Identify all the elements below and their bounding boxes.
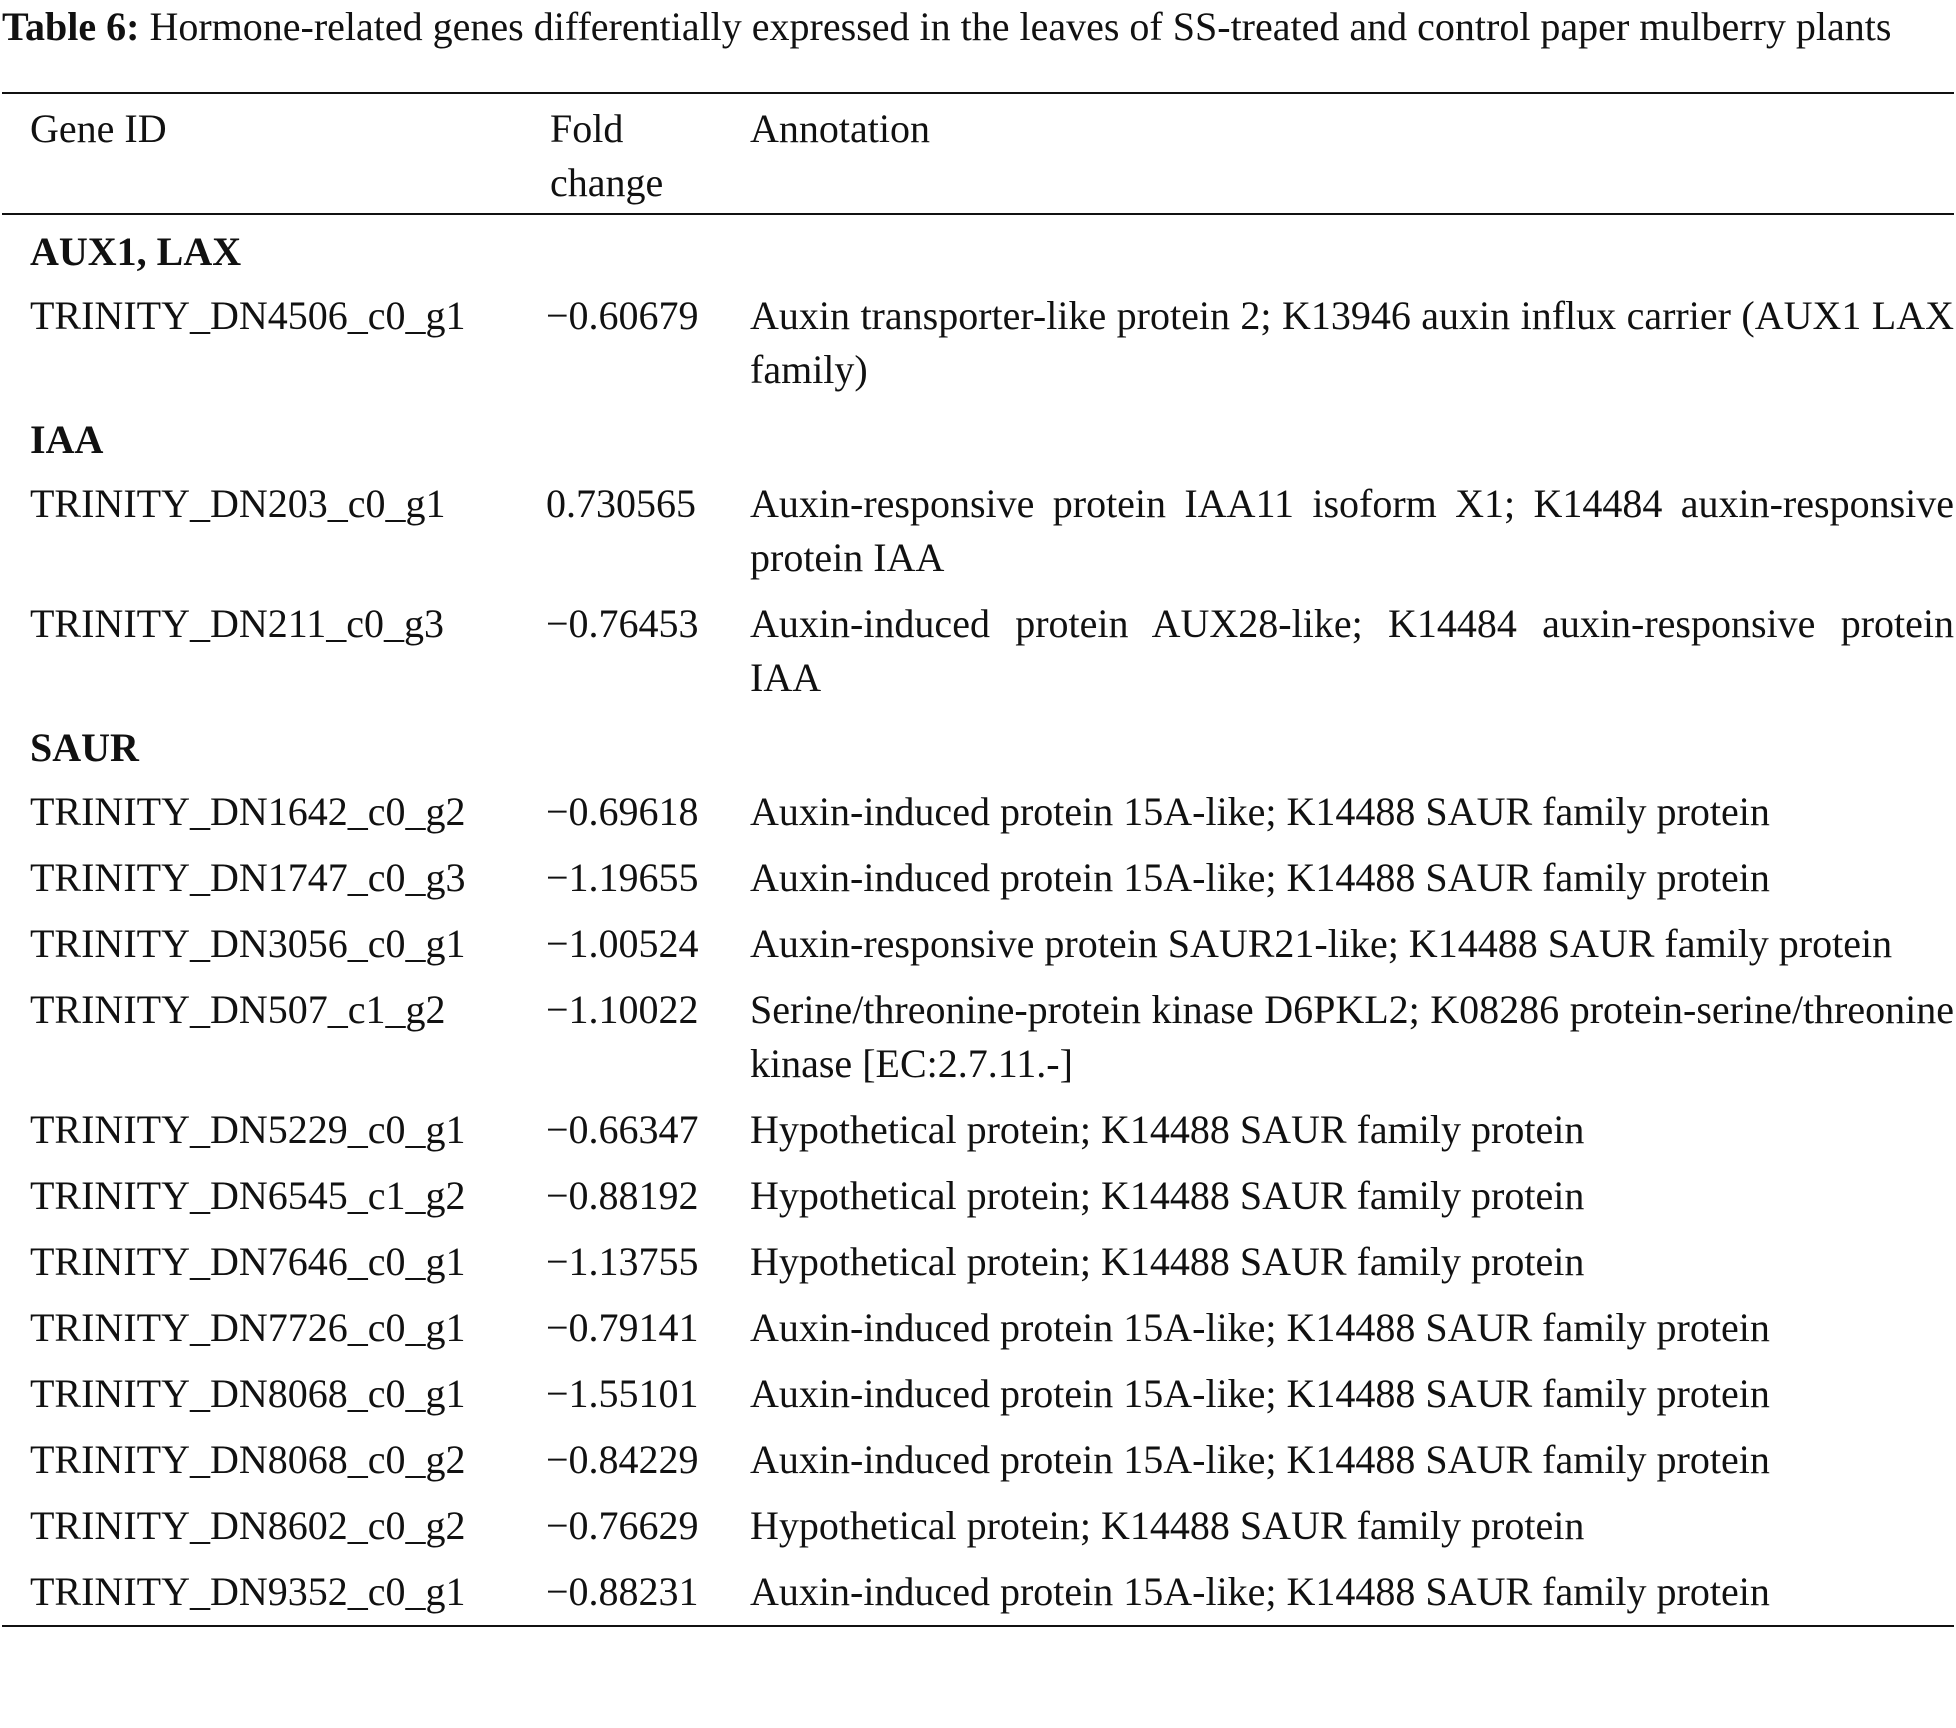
group-heading: AUX1, LAX <box>30 229 242 274</box>
table-row <box>2 911 1954 977</box>
table-row <box>2 779 1954 845</box>
group-row <box>2 214 1954 283</box>
fold-change-cell: −1.19655 <box>546 855 699 900</box>
table-row <box>2 591 1954 711</box>
header-fold-change <box>546 93 750 214</box>
gene-id-cell: TRINITY_DN4506_c0_g1 <box>30 293 466 338</box>
group-row <box>2 711 1954 779</box>
table-row <box>2 283 1954 403</box>
gene-id-cell: TRINITY_DN203_c0_g1 <box>30 481 446 526</box>
gene-id-cell: TRINITY_DN3056_c0_g1 <box>30 921 466 966</box>
header-annotation: Annotation <box>750 106 930 151</box>
gene-id-cell: TRINITY_DN7646_c0_g1 <box>30 1239 466 1284</box>
document-page <box>2 0 1954 1627</box>
table-row <box>2 845 1954 911</box>
table-row <box>2 471 1954 591</box>
header-fold-line2: change <box>550 160 664 205</box>
table-row <box>2 1163 1954 1229</box>
group-heading: SAUR <box>30 725 139 770</box>
table-row <box>2 1097 1954 1163</box>
caption-label: Table 6: <box>2 4 140 49</box>
annotation-cell: Hypothetical protein; K14488 SAUR family protein <box>750 1173 1585 1218</box>
table-row <box>2 977 1954 1097</box>
gene-id-cell: TRINITY_DN7726_c0_g1 <box>30 1305 466 1350</box>
group-row <box>2 403 1954 471</box>
table-body <box>2 214 1954 1626</box>
gene-id-cell: TRINITY_DN9352_c0_g1 <box>30 1569 466 1614</box>
table-row <box>2 1427 1954 1493</box>
table-row <box>2 1361 1954 1427</box>
fold-change-cell: 0.730565 <box>546 481 696 526</box>
annotation-cell: Auxin-induced protein 15A-like; K14488 SAUR family protein <box>750 789 1770 834</box>
annotation-cell: Auxin-induced protein 15A-like; K14488 SAUR family protein <box>750 1437 1770 1482</box>
fold-change-cell: −0.88231 <box>546 1569 699 1614</box>
annotation-cell: Hypothetical protein; K14488 SAUR family protein <box>750 1503 1585 1548</box>
fold-change-cell: −0.76453 <box>546 601 699 646</box>
header-fold-line1: Fold <box>550 106 624 151</box>
fold-change-cell: −0.88192 <box>546 1173 699 1218</box>
fold-change-cell: −0.76629 <box>546 1503 699 1548</box>
annotation-cell: Auxin-induced protein 15A-like; K14488 SAUR family protein <box>750 1371 1770 1416</box>
gene-id-cell: TRINITY_DN507_c1_g2 <box>30 987 446 1032</box>
table-row <box>2 1559 1954 1626</box>
annotation-cell: Auxin-responsive protein IAA11 isoform X1; K14484 auxin-responsive protein IAA <box>750 481 1954 580</box>
caption-text: Hormone-related genes differentially expressed in the leaves of SS-treated and control paper mulberry plants <box>149 4 1892 49</box>
gene-id-cell: TRINITY_DN5229_c0_g1 <box>30 1107 466 1152</box>
table-caption <box>2 0 1954 54</box>
annotation-cell: Auxin-induced protein 15A-like; K14488 SAUR family protein <box>750 855 1770 900</box>
gene-id-cell: TRINITY_DN211_c0_g3 <box>30 601 445 646</box>
gene-id-cell: TRINITY_DN8602_c0_g2 <box>30 1503 466 1548</box>
table-row <box>2 1229 1954 1295</box>
table-header <box>2 93 1954 214</box>
annotation-cell: Auxin-induced protein 15A-like; K14488 SAUR family protein <box>750 1569 1770 1614</box>
fold-change-cell: −0.66347 <box>546 1107 699 1152</box>
group-heading: IAA <box>30 417 104 462</box>
annotation-cell: Auxin-responsive protein SAUR21-like; K14488 SAUR family protein <box>750 921 1893 966</box>
table-row <box>2 1295 1954 1361</box>
annotation-cell: Hypothetical protein; K14488 SAUR family protein <box>750 1107 1585 1152</box>
annotation-cell: Auxin transporter-like protein 2; K13946 auxin influx carrier (AUX1 LAX family) <box>750 293 1954 392</box>
annotation-cell: Hypothetical protein; K14488 SAUR family protein <box>750 1239 1585 1284</box>
table-row <box>2 1493 1954 1559</box>
gene-id-cell: TRINITY_DN6545_c1_g2 <box>30 1173 466 1218</box>
fold-change-cell: −0.60679 <box>546 293 699 338</box>
header-gene-id: Gene ID <box>30 106 167 151</box>
annotation-cell: Auxin-induced protein 15A-like; K14488 SAUR family protein <box>750 1305 1770 1350</box>
fold-change-cell: −0.84229 <box>546 1437 699 1482</box>
gene-id-cell: TRINITY_DN8068_c0_g2 <box>30 1437 466 1482</box>
gene-id-cell: TRINITY_DN8068_c0_g1 <box>30 1371 466 1416</box>
fold-change-cell: −1.00524 <box>546 921 699 966</box>
fold-change-cell: −0.79141 <box>546 1305 699 1350</box>
gene-id-cell: TRINITY_DN1747_c0_g3 <box>30 855 466 900</box>
gene-table <box>2 92 1954 1627</box>
gene-id-cell: TRINITY_DN1642_c0_g2 <box>30 789 466 834</box>
annotation-cell: Auxin-induced protein AUX28-like; K14484 auxin-responsive protein IAA <box>750 601 1954 700</box>
annotation-cell: Serine/threonine-protein kinase D6PKL2; K08286 protein-serine/threonine kinase [EC:2.7.11.-] <box>750 987 1954 1086</box>
fold-change-cell: −0.69618 <box>546 789 699 834</box>
fold-change-cell: −1.10022 <box>546 987 699 1032</box>
fold-change-cell: −1.13755 <box>546 1239 699 1284</box>
fold-change-cell: −1.55101 <box>546 1371 699 1416</box>
